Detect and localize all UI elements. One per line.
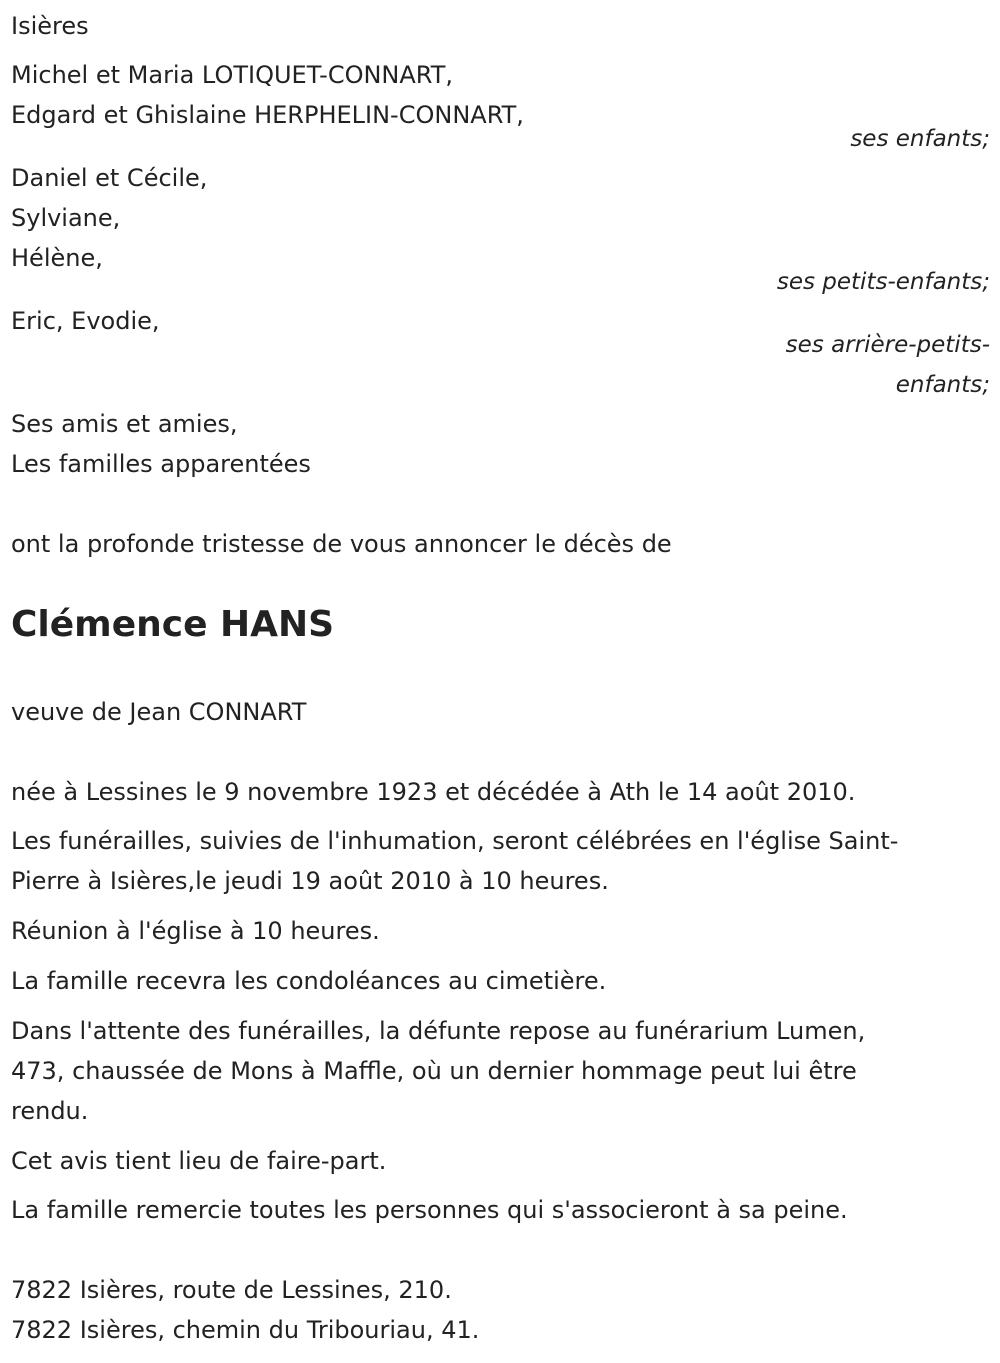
great-grandchildren-line-1: Eric, Evodie, [11, 307, 160, 335]
others-line-2: Les familles apparentées [11, 450, 311, 478]
address-line-1: 7822 Isières, route de Lessines, 210. [11, 1276, 452, 1304]
spouse-line: veuve de Jean CONNART [11, 698, 307, 726]
children-label: ses enfants; [850, 126, 990, 152]
grandchildren-line-1: Daniel et Cécile, [11, 164, 208, 192]
funerarium-line-3: rendu. [11, 1097, 89, 1125]
funeral-line-1: Les funérailles, suivies de l'inhumation, seront célébrées en l'église Saint- [11, 827, 899, 855]
birth-death-line: née à Lessines le 9 novembre 1923 et décédée à Ath le 14 août 2010. [11, 778, 856, 806]
condolences-line: La famille recevra les condoléances au cimetière. [11, 967, 607, 995]
great-grandchildren-label-2: enfants; [895, 372, 990, 398]
town-header: Isières [11, 12, 89, 40]
grandchildren-label: ses petits-enfants; [776, 269, 990, 295]
funerarium-line-1: Dans l'attente des funérailles, la défunte repose au funérarium Lumen, [11, 1017, 866, 1045]
great-grandchildren-label-1: ses arrière-petits- [785, 332, 990, 358]
deceased-name: Clémence HANS [11, 604, 335, 645]
grandchildren-line-3: Hélène, [11, 244, 103, 272]
address-line-2: 7822 Isières, chemin du Tribouriau, 41. [11, 1316, 480, 1344]
thanks-line: La famille remercie toutes les personnes qui s'associeront à sa peine. [11, 1196, 848, 1224]
others-line-1: Ses amis et amies, [11, 410, 238, 438]
funerarium-line-2: 473, chaussée de Mons à Maffle, où un dernier hommage peut lui être [11, 1057, 857, 1085]
announcement: ont la profonde tristesse de vous annoncer le décès de [11, 530, 672, 558]
children-line-2: Edgard et Ghislaine HERPHELIN-CONNART, [11, 101, 524, 129]
notice-line: Cet avis tient lieu de faire-part. [11, 1147, 387, 1175]
meeting-line: Réunion à l'église à 10 heures. [11, 917, 380, 945]
children-line-1: Michel et Maria LOTIQUET-CONNART, [11, 61, 454, 89]
grandchildren-line-2: Sylviane, [11, 204, 121, 232]
funeral-line-2: Pierre à Isières,le jeudi 19 août 2010 à 10 heures. [11, 867, 609, 895]
